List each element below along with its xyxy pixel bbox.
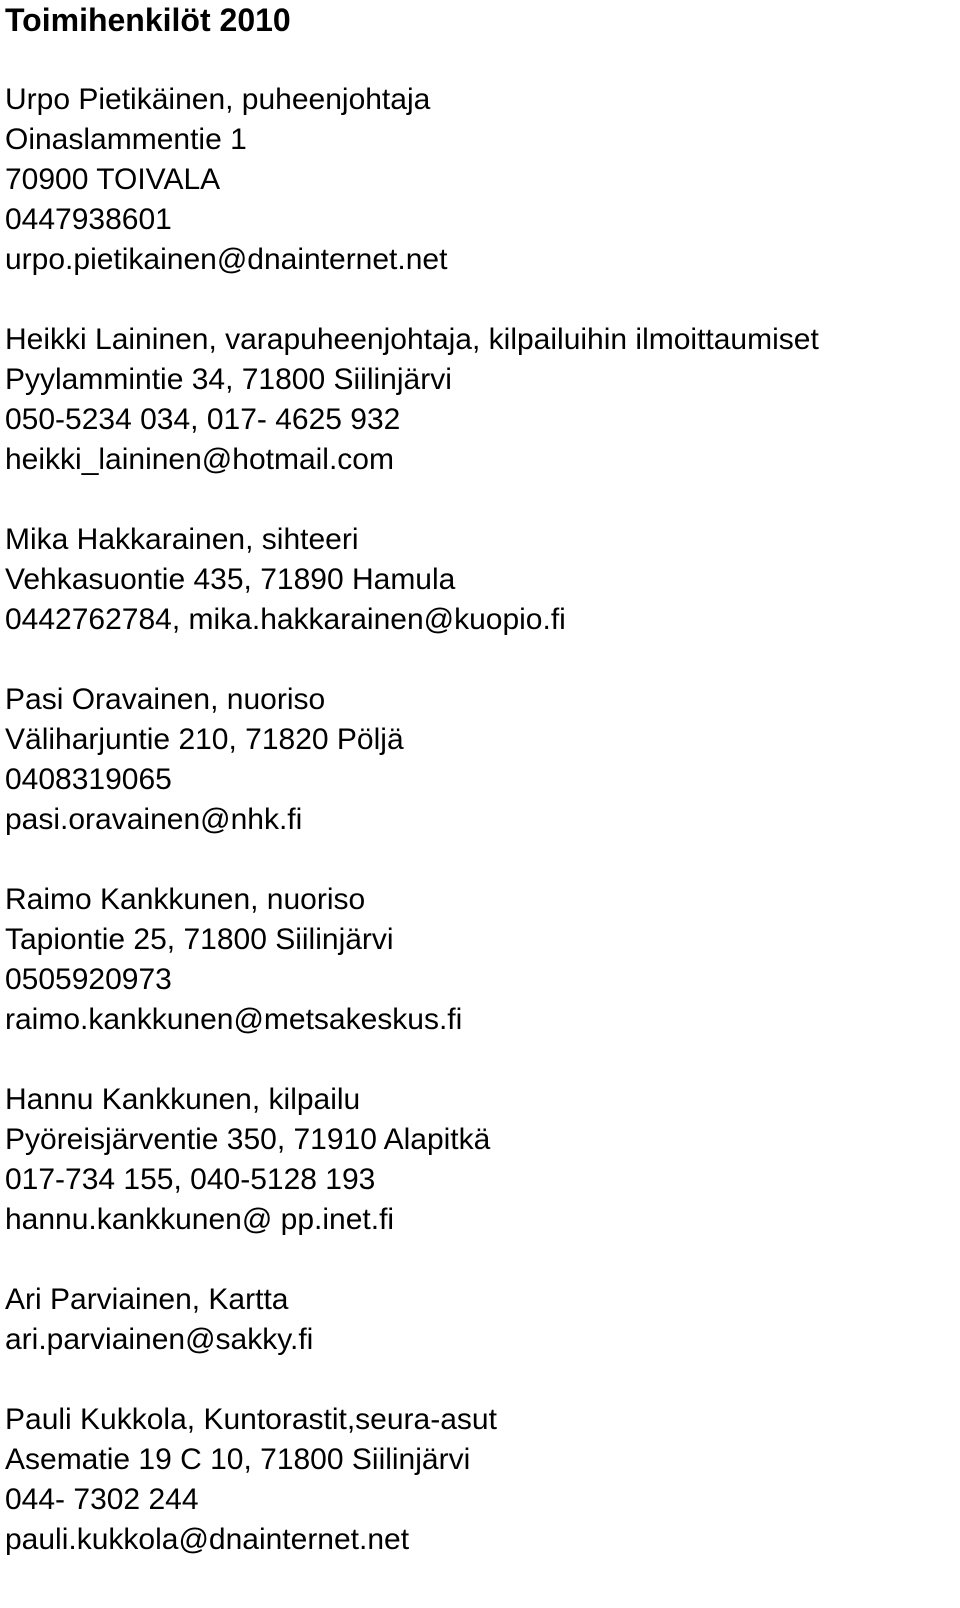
contact-block — [5, 520, 955, 640]
contact-address: Pyöreisjärventie 350, 71910 Alapitkä — [5, 1123, 491, 1156]
contact-phone-email: 0442762784, mika.hakkarainen@kuopio.fi — [5, 603, 566, 636]
contact-name-role: Heikki Laininen, varapuheenjohtaja, kilpailuihin ilmoittaumiset — [5, 323, 819, 356]
page-title: Toimihenkilöt 2010 — [5, 2, 291, 38]
contact-email: ari.parviainen@sakky.fi — [5, 1323, 314, 1356]
contact-address: Asematie 19 C 10, 71800 Siilinjärvi — [5, 1443, 471, 1476]
contact-address: Oinaslammentie 1 — [5, 123, 247, 156]
contact-block — [5, 1080, 955, 1240]
contact-name-role: Pauli Kukkola, Kuntorastit,seura-asut — [5, 1403, 497, 1436]
contact-name-role: Raimo Kankkunen, nuoriso — [5, 883, 366, 916]
contact-address: Vehkasuontie 435, 71890 Hamula — [5, 563, 456, 596]
contact-email: heikki_laininen@hotmail.com — [5, 443, 394, 476]
contact-address: Tapiontie 25, 71800 Siilinjärvi — [5, 923, 394, 956]
contact-address: Väliharjuntie 210, 71820 Pöljä — [5, 723, 404, 756]
contact-address: Pyylammintie 34, 71800 Siilinjärvi — [5, 363, 452, 396]
contact-phone: 044- 7302 244 — [5, 1483, 199, 1516]
contact-block — [5, 680, 955, 840]
contact-email: urpo.pietikainen@dnainternet.net — [5, 243, 448, 276]
contact-phone: 017-734 155, 040-5128 193 — [5, 1163, 376, 1196]
contact-name-role: Hannu Kankkunen, kilpailu — [5, 1083, 361, 1116]
contact-name-role: Ari Parviainen, Kartta — [5, 1283, 289, 1316]
contact-name-role: Mika Hakkarainen, sihteeri — [5, 523, 359, 556]
contact-phone: 050-5234 034, 017- 4625 932 — [5, 403, 401, 436]
contact-phone: 0408319065 — [5, 763, 172, 796]
contact-email: pauli.kukkola@dnainternet.net — [5, 1523, 410, 1556]
contact-list — [5, 80, 955, 1560]
contact-block — [5, 880, 955, 1040]
contact-block — [5, 1400, 955, 1560]
contact-block — [5, 80, 955, 280]
contact-email: raimo.kankkunen@metsakeskus.fi — [5, 1003, 463, 1036]
contact-email: hannu.kankkunen@ pp.inet.fi — [5, 1203, 395, 1236]
contact-postal-code: 70900 TOIVALA — [5, 163, 221, 196]
contact-phone: 0447938601 — [5, 203, 172, 236]
contact-block — [5, 320, 955, 480]
contact-phone: 0505920973 — [5, 963, 172, 996]
contact-name-role: Urpo Pietikäinen, puheenjohtaja — [5, 83, 431, 116]
contact-email: pasi.oravainen@nhk.fi — [5, 803, 303, 836]
contact-block — [5, 1280, 955, 1360]
document-page — [5, 0, 955, 1600]
contact-name-role: Pasi Oravainen, nuoriso — [5, 683, 326, 716]
